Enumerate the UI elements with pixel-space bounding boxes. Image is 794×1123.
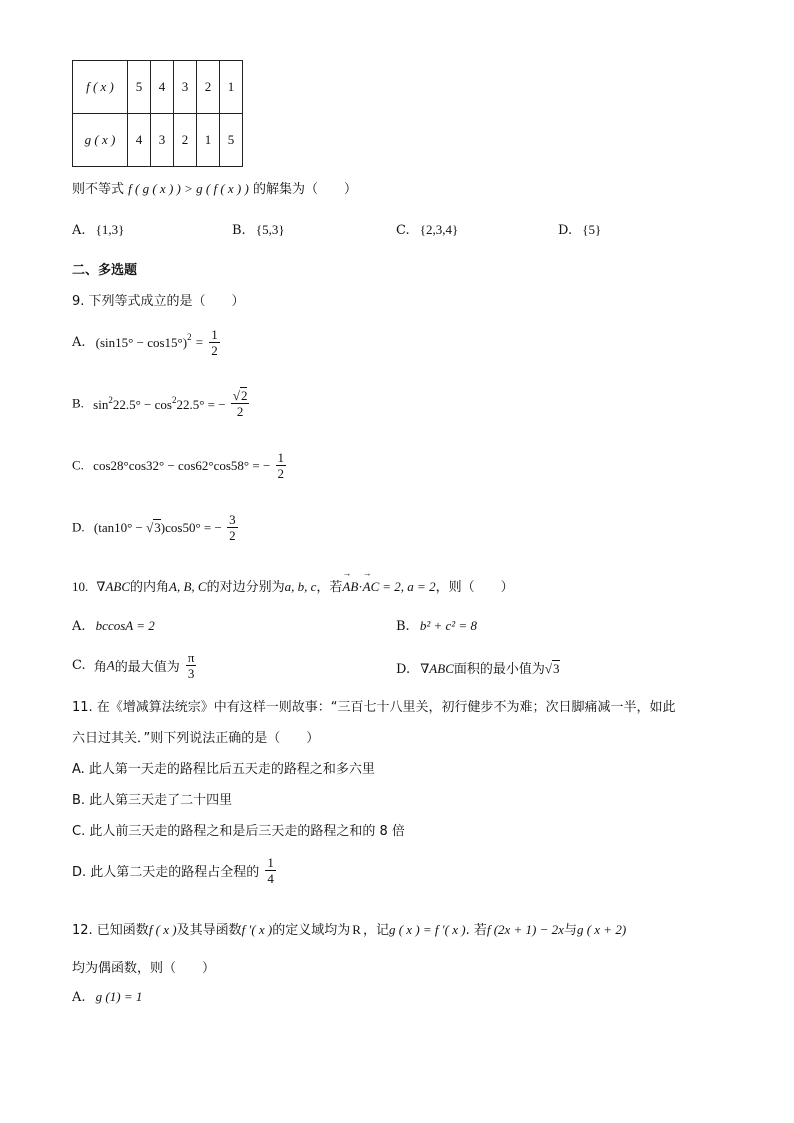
denominator: 2 <box>211 343 218 358</box>
q11-option-c[interactable]: C. 此人前三天走的路程之和是后三天走的路程之和的 8 倍 <box>72 824 405 839</box>
option-text: b² + c² = 8 <box>419 618 477 633</box>
dot-operator: · <box>358 579 363 594</box>
denominator: 2 <box>236 404 244 419</box>
q8-inequality: f ( g ( x ) ) > g ( f ( x ) ) <box>128 181 249 196</box>
q12-option-a[interactable] <box>72 989 142 1005</box>
table-cell: 3 <box>174 61 197 114</box>
q9-a-expr: (sin15° − cos15°) <box>95 334 188 350</box>
denominator: 4 <box>267 871 274 886</box>
option-text: {1,3} <box>95 222 125 237</box>
q9-c-expr: cos28°cos32° − cos62°cos58° = − <box>93 457 271 473</box>
q10-angles: A, B, C <box>169 579 207 594</box>
q9-d-part: )cos50° = − <box>160 519 222 535</box>
q12-math: g ( x + 2) <box>576 922 627 937</box>
option-label: D. <box>72 519 85 535</box>
option-var: A <box>106 657 115 673</box>
q9-option-b[interactable] <box>72 388 251 419</box>
q8-option-d[interactable] <box>558 222 601 238</box>
option-label: B. <box>232 223 246 238</box>
radicand: 3 <box>553 661 560 676</box>
q12-math: f ( x ) <box>148 922 177 937</box>
table-row <box>73 114 243 167</box>
numerator: 1 <box>211 327 218 342</box>
numerator: √2 <box>232 388 248 403</box>
table-cell: 3 <box>151 114 174 167</box>
option-label: C. <box>396 223 410 238</box>
q10-text: ，则（ ） <box>435 580 514 595</box>
table-cell: 2 <box>197 61 220 114</box>
option-label: A. <box>72 619 86 634</box>
q8-option-a[interactable] <box>72 222 124 238</box>
vector-ab: → AB <box>342 579 358 595</box>
option-text: 角 <box>93 660 107 675</box>
q11-stem-line1: 11. 在《增减算法统宗》中有这样一则故事：“三百七十八里关，初行健步不为难；次日脚痛减一半，如此 <box>72 700 676 715</box>
q12-stem-line1 <box>72 919 626 938</box>
option-text: g (1) = 1 <box>95 989 143 1004</box>
numerator: 1 <box>267 855 274 870</box>
q9-d-part: (tan10° − <box>93 519 147 535</box>
numerator: 1 <box>277 450 285 465</box>
q12-math: f ′( x ) <box>241 922 273 937</box>
option-text: 面积的最小值为 <box>453 662 545 677</box>
option-text: D. 此人第二天走的路程占全程的 <box>72 865 260 880</box>
q12-math: R <box>352 922 361 937</box>
q9-a-exponent: 2 <box>187 332 192 342</box>
q11-d-fraction <box>265 855 276 886</box>
option-text: 的最大值为 <box>114 660 180 675</box>
q12-math: g ( x ) = f ′( x ) <box>388 922 466 937</box>
option-label: C. <box>72 658 86 673</box>
option-text: {5,3} <box>255 222 285 237</box>
q9-b-part: sin <box>93 396 109 412</box>
q11-option-b[interactable]: B. 此人第三天走了二十四里 <box>72 793 233 808</box>
exponent: 2 <box>171 394 177 405</box>
table-cell: 5 <box>220 114 243 167</box>
denominator: 2 <box>229 528 236 543</box>
q9-a-equals: = <box>195 334 204 350</box>
q8-option-c[interactable] <box>396 222 458 238</box>
denominator: 2 <box>277 466 285 481</box>
table-row-label: f ( x ) <box>73 61 128 114</box>
exponent: 2 <box>108 394 113 405</box>
q12-text: 12. 已知函数 <box>72 923 149 938</box>
q10-text: ，若 <box>316 580 343 595</box>
q9-option-a[interactable] <box>72 327 222 358</box>
q9-b-fraction <box>231 388 250 419</box>
option-text: {5} <box>582 222 602 237</box>
q10-option-c[interactable] <box>72 650 198 681</box>
q12-text: . 若 <box>465 923 487 938</box>
q9-stem: 9. 下列等式成立的是（ ） <box>72 294 245 309</box>
q10-condition: = 2, a = 2 <box>382 579 436 594</box>
option-label: A. <box>72 990 86 1005</box>
table-cell: 4 <box>151 61 174 114</box>
option-label: A. <box>72 335 86 350</box>
q11-option-d[interactable] <box>72 855 278 886</box>
option-label: C. <box>72 457 84 473</box>
q8-stem-text: 则不等式 <box>72 182 125 197</box>
q10-option-d[interactable]: D. ∇ABC面积的最小值为√3 <box>396 661 560 677</box>
q12-text: ，记 <box>362 923 389 938</box>
option-label: A. <box>72 223 86 238</box>
table-cell: 1 <box>220 61 243 114</box>
option-label: B. <box>72 395 84 411</box>
q9-d-fraction <box>227 512 238 543</box>
option-text: {2,3,4} <box>419 222 459 237</box>
q10-text: 的对边分别为 <box>206 580 285 595</box>
numerator: 3 <box>229 512 236 527</box>
question-number: 10. <box>72 579 89 594</box>
q10-c-fraction <box>186 650 197 681</box>
q9-option-c[interactable] <box>72 450 288 481</box>
q10-stem <box>72 576 514 595</box>
table-cell: 4 <box>128 114 151 167</box>
q9-d-expr: (tan10° − √3)cos50° = − <box>93 519 222 535</box>
q8-stem-tail: 的解集为（ ） <box>252 182 357 197</box>
table-cell: 1 <box>197 114 220 167</box>
q10-option-b[interactable] <box>396 618 477 634</box>
q12-math: f (2x + 1) − 2x <box>486 922 564 937</box>
table-cell: 5 <box>128 61 151 114</box>
q10-option-a[interactable] <box>72 618 155 634</box>
option-label: D. <box>558 223 573 238</box>
q11-option-a[interactable]: A. 此人第一天走的路程比后五天走的路程之和多六里 <box>72 762 375 777</box>
numerator: π <box>187 650 195 665</box>
q12-stem-line2: 均为偶函数，则（ ） <box>72 961 216 976</box>
radicand: 2 <box>240 388 248 403</box>
q10-sides: a, b, c <box>284 579 317 594</box>
q9-b-part: 22.5° = − <box>176 396 226 412</box>
table-row-label: g ( x ) <box>73 114 128 167</box>
q12-text: 与 <box>563 923 577 938</box>
radicand: 3 <box>154 519 161 535</box>
q11-stem-line2: 六日过其关．”则下列说法正确的是（ ） <box>72 731 320 746</box>
q9-b-expr <box>93 394 226 412</box>
q8-stem <box>72 178 357 197</box>
triangle-symbol: ∇ABC <box>96 579 131 594</box>
section-heading: 二、多选题 <box>72 263 138 278</box>
vector-ac: → AC <box>363 579 380 595</box>
triangle-symbol: ∇ABC <box>420 661 454 676</box>
q9-b-part: 22.5° − cos <box>112 396 172 412</box>
option-label: B. <box>396 619 410 634</box>
q9-option-d[interactable] <box>72 512 240 543</box>
option-text: bccosA = 2 <box>95 618 155 633</box>
table-row <box>73 61 243 114</box>
q9-c-fraction <box>276 450 287 481</box>
q8-option-b[interactable] <box>232 222 285 238</box>
q12-text: 及其导函数 <box>176 923 242 938</box>
q12-text: 的定义域均为 <box>272 923 351 938</box>
q10-text: 的内角 <box>130 580 170 595</box>
q9-a-fraction <box>209 327 220 358</box>
value-table <box>72 60 243 167</box>
option-label: D. <box>396 662 411 677</box>
table-cell: 2 <box>174 114 197 167</box>
denominator: 3 <box>187 666 195 681</box>
